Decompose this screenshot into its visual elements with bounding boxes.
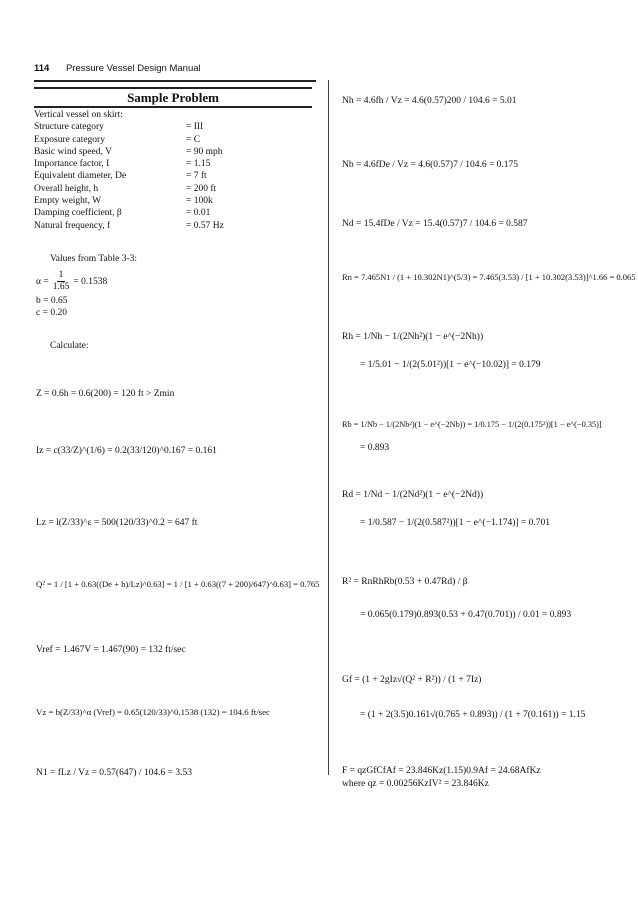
alpha-equation — [36, 270, 107, 293]
param-label: Exposure category — [34, 134, 105, 145]
eq-r2-line2: = 0.065(0.179)0.893(0.53 + 0.47(0.701)) / 0.01 = 0.893 — [360, 610, 572, 620]
eq-rb-line1: Rb = 1/Nb − 1/(2Nb²)(1 − e^(−2Nb)) = 1/0.175 − 1/(2(0.175²))[1 − e^(−0.35)] — [342, 420, 602, 429]
param-label: Structure category — [34, 122, 104, 133]
param-value: = 90 mph — [186, 146, 223, 157]
alpha-fraction — [51, 270, 72, 293]
eq-z: Z = 0.6h = 0.6(200) = 120 ft > Zmin — [36, 389, 175, 399]
eq-where: where qz = 0.00256KzIV² = 23.846Kz — [342, 779, 489, 789]
param-label: Natural frequency, f — [34, 220, 111, 231]
page-number: 114 — [34, 63, 50, 74]
param-row — [34, 170, 224, 182]
param-value: = III — [186, 122, 204, 133]
param-row — [34, 207, 224, 219]
given-parameters — [34, 109, 224, 232]
param-row — [34, 195, 224, 207]
eq-rh-line2: = 1/5.01 − 1/(2(5.01²))[1 − e^(−10.02)] = 0.179 — [360, 360, 541, 370]
param-value: = 200 ft — [186, 183, 217, 194]
eq-gf-line2: = (1 + 2(3.5)0.161√(0.765 + 0.893)) / (1 + 7(0.161)) = 1.15 — [360, 710, 586, 720]
eq-r2-line1: R² = RnRhRb(0.53 + 0.47Rd) / β — [342, 577, 468, 587]
table-values-intro: Values from Table 3-3: — [50, 254, 138, 264]
alpha-rhs: = 0.1538 — [73, 276, 108, 287]
eq-vz: Vz = b(Z/33)^α (Vref) = 0.65(120/33)^0.1538 (132) = 104.6 ft/sec — [36, 707, 270, 717]
param-value: = 0.57 Hz — [186, 220, 224, 231]
param-row — [34, 183, 224, 195]
param-label: Empty weight, W — [34, 196, 102, 207]
eq-q2: Q² = 1 / [1 + 0.63((De + h)/Lz)^0.63] = 1 / [1 + 0.63((7 + 200)/647)^0.63] = 0.765 — [36, 579, 320, 589]
book-title: Pressure Vessel Design Manual — [65, 63, 201, 74]
param-row — [34, 146, 224, 158]
alpha-numerator: 1 — [58, 270, 64, 280]
param-value: = C — [186, 134, 201, 145]
c-value: c = 0.20 — [36, 308, 67, 318]
param-row — [34, 134, 224, 146]
param-row — [34, 158, 224, 170]
param-value: = 100k — [186, 196, 213, 207]
param-value: = 7 ft — [186, 171, 207, 182]
eq-gf-line1: Gf = (1 + 2gIz√(Q² + R²)) / (1 + 7Iz) — [342, 675, 482, 685]
eq-iz: Iz = c(33/Z)^(1/6) = 0.2(33/120)^0.167 = 0.161 — [36, 446, 217, 456]
params-intro: Vertical vessel on skirt: — [34, 110, 123, 120]
eq-rb-line2: = 0.893 — [360, 443, 390, 453]
header-rule — [34, 80, 316, 82]
param-value: = 1.15 — [186, 159, 211, 170]
sample-problem-title: Sample Problem — [127, 90, 219, 105]
eq-f: F = qzGfCfAf = 23.846Kz(1.15)0.9Af = 24.68AfKz — [342, 766, 541, 776]
param-label: Importance factor, I — [34, 159, 110, 170]
param-label: Damping coefficient, β — [34, 208, 122, 219]
eq-rd-line2: = 1/0.587 − 1/(2(0.587²))[1 − e^(−1.174)] = 0.701 — [360, 518, 551, 528]
param-label: Basic wind speed, V — [34, 146, 112, 157]
eq-nd: Nd = 15.4fDe / Vz = 15.4(0.57)7 / 104.6 = 0.587 — [342, 219, 528, 229]
eq-vref: Vref = 1.467V = 1.467(90) = 132 ft/sec — [36, 645, 186, 655]
page-header — [34, 63, 201, 74]
sample-problem-box — [34, 87, 312, 108]
param-label: Equivalent diameter, De — [34, 171, 127, 182]
eq-n1: N1 = fLz / Vz = 0.57(647) / 104.6 = 3.53 — [36, 768, 193, 778]
column-divider — [328, 80, 329, 775]
param-row — [34, 220, 224, 232]
eq-nh: Nh = 4.6fh / Vz = 4.6(0.57)200 / 104.6 = 5.01 — [342, 96, 517, 106]
eq-lz: Lz = l(Z/33)^ε = 500(120/33)^0.2 = 647 ft — [36, 518, 198, 528]
param-label: Overall height, h — [34, 183, 99, 194]
eq-rd-line1: Rd = 1/Nd − 1/(2Nd²)(1 − e^(−2Nd)) — [342, 490, 484, 500]
param-row — [34, 121, 224, 133]
calculate-label: Calculate: — [50, 341, 89, 351]
b-value: b = 0.65 — [36, 296, 68, 306]
eq-nb: Nb = 4.6fDe / Vz = 4.6(0.57)7 / 104.6 = 0.175 — [342, 160, 519, 170]
alpha-lhs: α = — [36, 276, 49, 287]
eq-rn: Rn = 7.465N1 / (1 + 10.302N1)^(5/3) = 7.465(3.53) / [1 + 10.302(3.53)]^1.66 = 0.065 — [342, 272, 636, 282]
alpha-denominator: 1.65 — [52, 282, 70, 292]
param-value: = 0.01 — [186, 208, 211, 219]
eq-rh-line1: Rh = 1/Nh − 1/(2Nh²)(1 − e^(−2Nh)) — [342, 332, 484, 342]
